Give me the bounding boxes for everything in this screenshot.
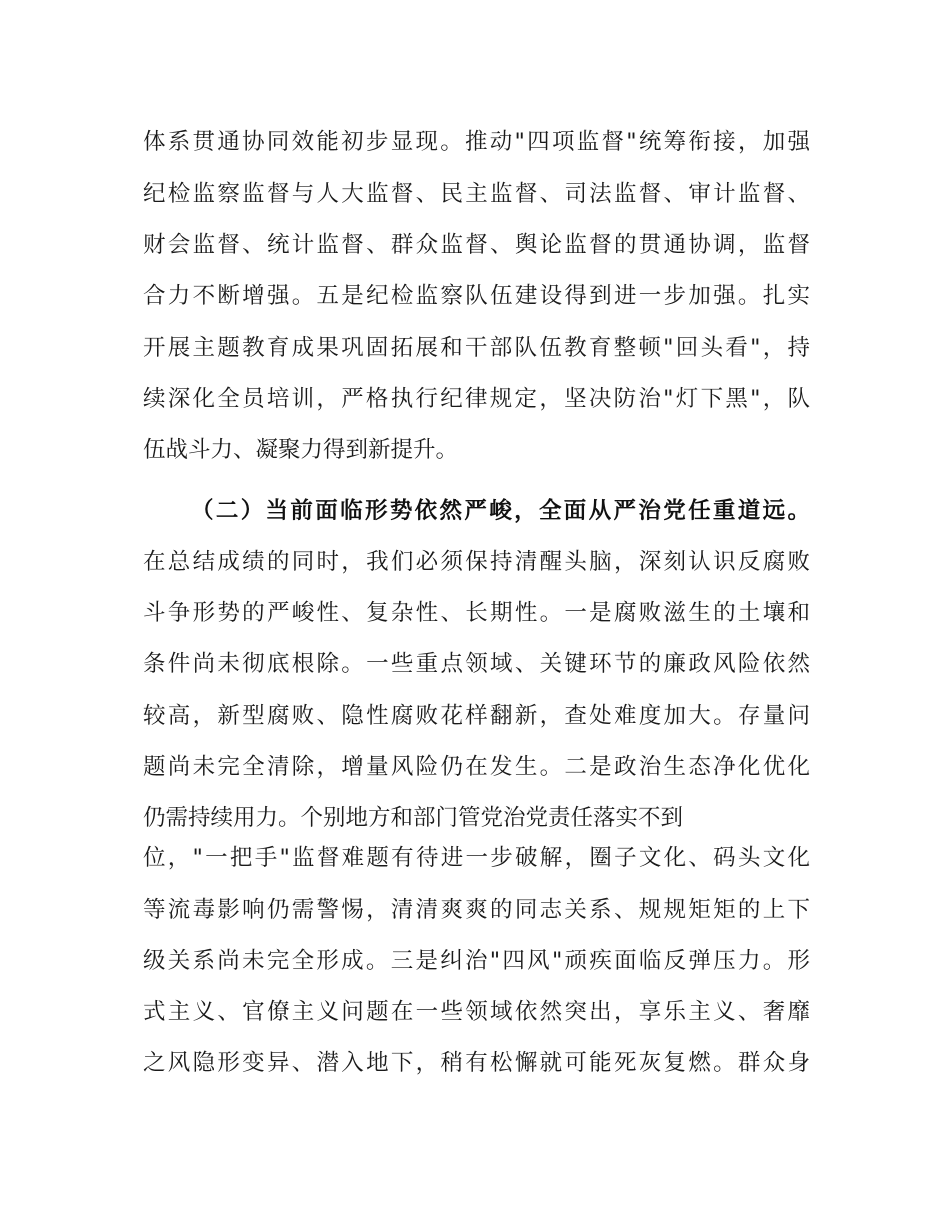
paragraph-line: 之风隐形变异、潜入地下，稍有松懈就可能死灰复燃。群众身 <box>143 1050 810 1076</box>
paragraph-line: 开展主题教育成果巩固拓展和干部队伍教育整顿"回头看"，持 <box>143 335 810 361</box>
paragraph-line: 斗争形势的严峻性、复杂性、长期性。一是腐败滋生的土壤和 <box>143 600 810 626</box>
paragraph-line: 财会监督、统计监督、群众监督、舆论监督的贯通协调，监督 <box>143 232 810 258</box>
paragraph-line: 仍需持续用力。个别地方和部门管党治党责任落实不到 <box>143 805 684 831</box>
paragraph-line: 条件尚未彻底根除。一些重点领域、关键环节的廉政风险依然 <box>143 651 810 677</box>
paragraph-line: 在总结成绩的同时，我们必须保持清醒头脑，深刻认识反腐败 <box>143 549 810 575</box>
paragraph-line: 伍战斗力、凝聚力得到新提升。 <box>143 437 459 463</box>
paragraph-line: 续深化全员培训，严格执行纪律规定，坚决防治"灯下黑"，队 <box>143 386 810 412</box>
paragraph-line: 纪检监察监督与人大监督、民主监督、司法监督、审计监督、 <box>143 181 810 207</box>
paragraph-line: 位，"一把手"监督难题有待进一步破解，圈子文化、码头文化 <box>143 845 810 871</box>
section-heading: （二）当前面临形势依然严峻，全面从严治党任重道远。 <box>191 498 810 524</box>
paragraph-line: 体系贯通协同效能初步显现。推动"四项监督"统筹衔接，加强 <box>143 129 810 155</box>
paragraph-line: 级关系尚未完全形成。三是纠治"四风"顽疾面临反弹压力。形 <box>143 948 810 974</box>
paragraph-line: 等流毒影响仍需警惕，清清爽爽的同志关系、规规矩矩的上下 <box>143 897 810 923</box>
paragraph-line: 题尚未完全清除，增量风险仍在发生。二是政治生态净化优化 <box>143 754 810 780</box>
paragraph-line: 较高，新型腐败、隐性腐败花样翻新，查处难度加大。存量问 <box>143 703 810 729</box>
paragraph-line: 合力不断增强。五是纪检监察队伍建设得到进一步加强。扎实 <box>143 283 810 309</box>
paragraph-line: 式主义、官僚主义问题在一些领域依然突出，享乐主义、奢靡 <box>143 999 810 1025</box>
